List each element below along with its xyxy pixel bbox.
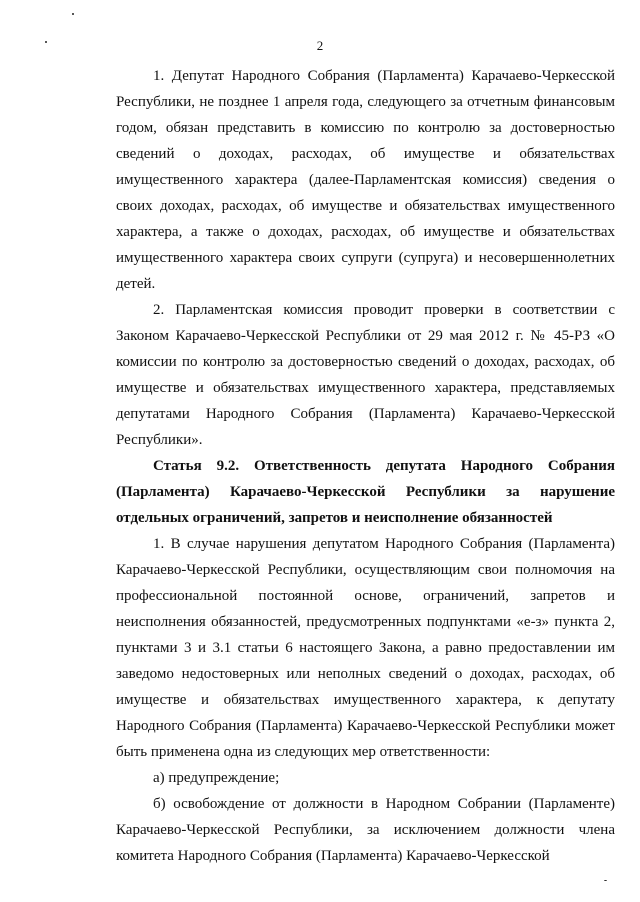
article-item-a: а) предупреждение; — [153, 770, 280, 786]
article-paragraph-1: 1. В случае нарушения депутатом Народного Собрания (Парламента) Карачаево-Черкесской Республики, осуществляющим свои полномочия на профессиональной постоянной основе, ограничений, запретов и неисполнения обязанностей, предусмотренных подпунктами «е-з» пункта 2, пунктами 3 и 3.1 статьи 6 настоящего Закона, а равно предоставлении им заведомо недостоверных или неполных сведений о доходах, расходах, об имуществе и обязательствах имущественного характера, к депутату Народного Собрания (Парламента) Карачаево-Черкесской Республики может быть применена одна из следующих мер ответственности: — [116, 536, 615, 760]
paragraph-2: 2. Парламентская комиссия проводит проверки в соответствии с Законом Карачаево-Черкесской Республики от 29 мая 2012 г. № 45-РЗ «О комиссии по контролю за достоверностью сведений о доходах, расходах, об имуществе и обязательствах имущественного характера, представляемых депутатами Народного Собрания (Парламента) Карачаево-Черкесской Республики». — [116, 302, 615, 448]
scan-speck — [72, 13, 74, 15]
page-number: 2 — [316, 38, 324, 53]
article-heading: Статья 9.2. Ответственность депутата Народного Собрания (Парламента) Карачаево-Черкесской Республики за нарушение отдельных ограничений, запретов и неисполнение обязанностей — [116, 458, 615, 526]
paragraph-1: 1. Депутат Народного Собрания (Парламента) Карачаево-Черкесской Республики, не позднее 1 апреля года, следующего за отчетным финансовым годом, обязан представить в комиссию по контролю за достоверностью сведений о доходах, расходах, об имуществе и обязательствах имущественного характера (далее-Парламентская комиссия) сведения о своих доходах, расходах, об имуществе и обязательствах имущественного характера, а также о доходах, расходах, об имуществе и обязательствах имущественного характера своих супруги (супруга) и несовершеннолетних детей. — [116, 68, 615, 292]
scan-speck — [604, 880, 607, 881]
document-body — [116, 63, 615, 869]
article-item-b: б) освобождение от должности в Народном Собрании (Парламенте) Карачаево-Черкесской Республики, за исключением должности члена комитета Народного Собрания (Парламента) Карачаево-Черкесской — [116, 796, 615, 864]
